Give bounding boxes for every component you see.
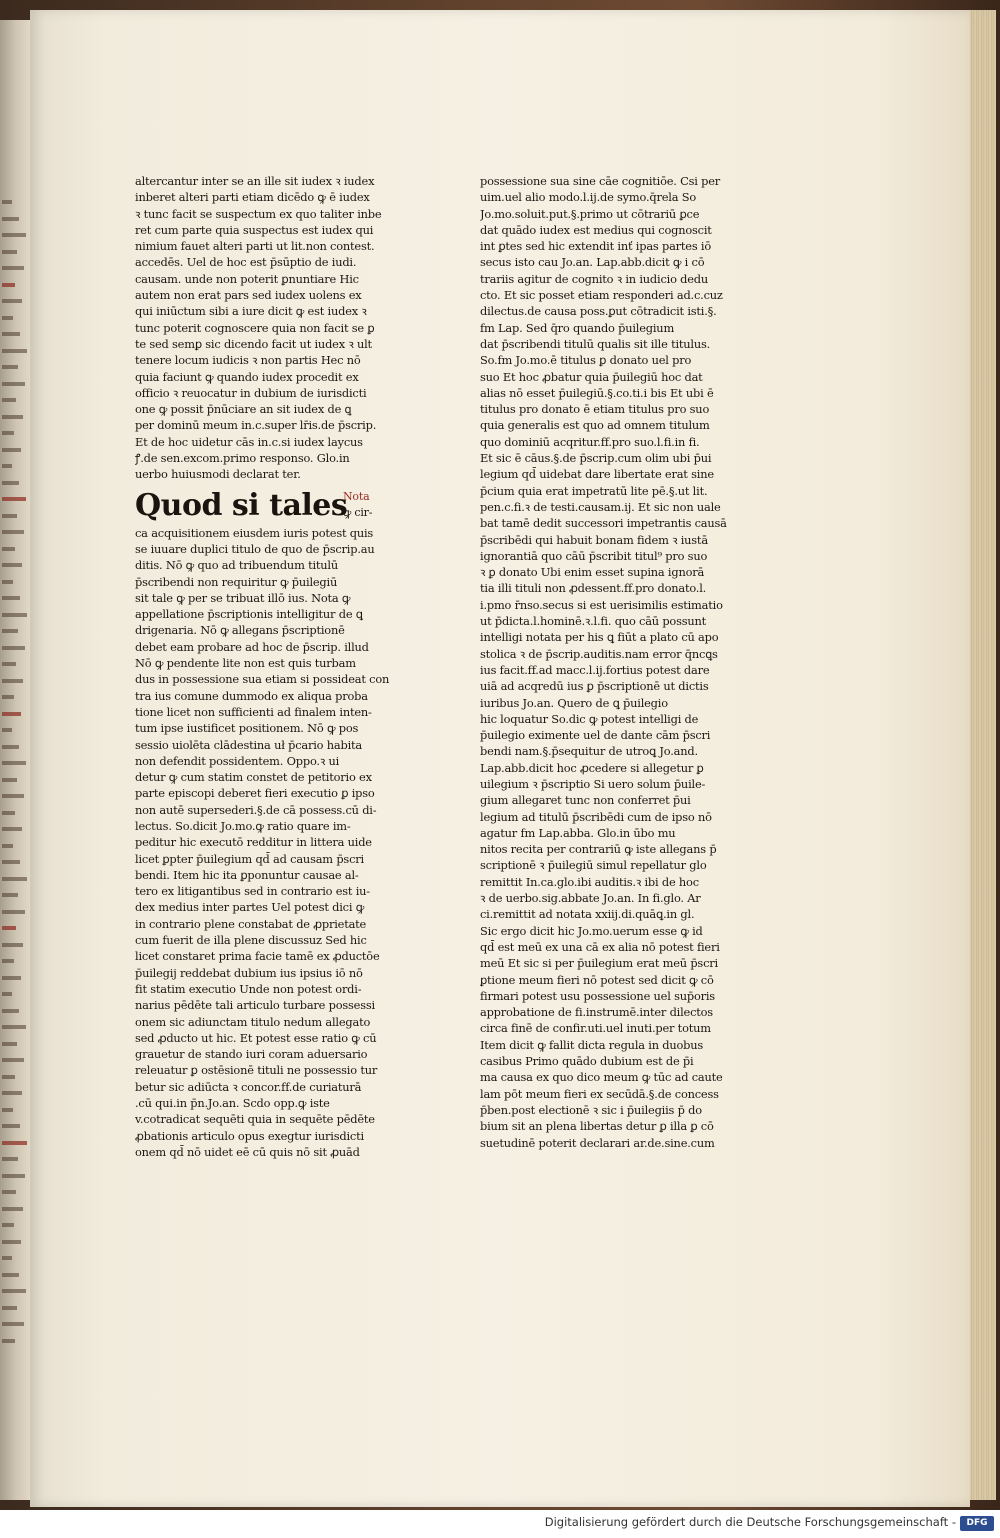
text-line: ius facit.ff.ad macc.l.ij.fortius potest dare xyxy=(480,662,710,677)
footer-credit: Digitalisierung gefördert durch die Deutsche Forschungsgemeinschaft - xyxy=(544,1515,956,1529)
text-line: bat tamē dedit successori impetrantis causā xyxy=(480,516,727,531)
facing-page-text-fragment xyxy=(2,200,12,204)
text-line: agatur fm Lap.abba. Glo.in ūbo mu xyxy=(480,825,676,840)
text-line: legium qd̄ uidebat dare libertate erat sine xyxy=(480,467,714,482)
text-line: .cū qui.in p̄n.Jo.an. Scdo opp.ꝙ iste xyxy=(135,1096,330,1111)
text-line: casibus Primo quādo dubium est de p̄i xyxy=(480,1054,694,1069)
text-line: iuribus Jo.an. Quero de ꝗ p̄uilegio xyxy=(480,695,668,710)
text-line: qd̄ est meū ex una cā ex alia nō potest fieri xyxy=(480,939,720,954)
text-column-left xyxy=(135,173,395,1160)
text-line: grauetur de stando iuri coram aduersario xyxy=(135,1047,368,1062)
text-line: bium sit an plena libertas detur ꝑ illa ꝑ cō xyxy=(480,1119,714,1134)
facing-page-text-fragment xyxy=(2,1141,27,1145)
text-line: accedēs. Uel de hoc est p̄sūptio de iudi. xyxy=(135,255,357,270)
text-line: betur sic adiūcta ꝛ concor.ff.de curiaturā xyxy=(135,1079,362,1094)
text-line: non autē supersederi.§.de cā possess.cū di- xyxy=(135,802,377,817)
text-line: meū Et sic si per p̄uilegium erat meū p̄scri xyxy=(480,956,718,971)
facing-page-text-fragment xyxy=(2,745,19,749)
text-line: inberet alteri parti etiam dicēdo ꝙ ē iudex xyxy=(135,190,370,205)
facing-page-text-fragment xyxy=(2,893,18,897)
text-line: sit tale ꝙ per se tribuat illō ius. Nota ꝙ xyxy=(135,590,351,605)
facing-page-text-fragment xyxy=(2,448,21,452)
text-line: altercantur inter se an ille sit iudex ꝛ iudex xyxy=(135,174,375,188)
text-line: tero ex litigantibus sed in contrario est iu- xyxy=(135,884,370,899)
text-line: detur ꝙ cum statim constet de petitorio ex xyxy=(135,770,372,785)
facing-page-text-fragment xyxy=(2,943,23,947)
facing-page-text-fragment xyxy=(2,1009,19,1013)
facing-page-text-fragment xyxy=(2,778,17,782)
text-line: Jo.mo.soluit.put.§.primo ut cōtrariū ꝑce xyxy=(480,206,700,221)
text-column-right xyxy=(480,173,740,1151)
facing-page-text-fragment xyxy=(2,662,16,666)
text-line: So.fm Jo.mo.ē titulus ꝑ donato uel pro xyxy=(480,353,692,368)
facing-page-text-fragment xyxy=(2,646,25,650)
facing-page-text-fragment xyxy=(2,382,25,386)
facing-page-text-fragment xyxy=(2,910,25,914)
facing-page-text-fragment xyxy=(2,1273,19,1277)
facing-page-text-fragment xyxy=(2,266,24,270)
text-line: tra ius comune dummodo ex aliqua proba xyxy=(135,688,368,703)
book-page xyxy=(30,10,970,1507)
text-line: Et sic ē cāus.§.de p̄scrip.cum olim ubi p̄ui xyxy=(480,451,712,466)
text-line: dat p̄scribendi titulū qualis sit ille titulus. xyxy=(480,336,711,351)
paragraph-top xyxy=(135,173,395,483)
footer-bar xyxy=(0,1510,1000,1538)
text-line: te sed semꝑ sic dicendo facit ut iudex ꝛ ult xyxy=(135,336,372,351)
facing-page-text-fragment xyxy=(2,629,18,633)
text-line: remittit In.ca.glo.ibi auditis.ꝛ ibi de hoc xyxy=(480,874,699,889)
text-line: uim.uel alio modo.l.ij.de symo.q̄rela So xyxy=(480,190,696,205)
text-line: cto. Et sic posset etiam responderi ad.c.cuz xyxy=(480,288,723,303)
facing-page-text-fragment xyxy=(2,349,27,353)
text-line: p̄uilegio eximente uel de dante cām p̄scri xyxy=(480,728,711,743)
text-line: nitos recita per contrariū ꝙ iste allegans p̄ xyxy=(480,842,717,857)
text-line: firmari potest usu possessione uel sup̄oris xyxy=(480,988,715,1003)
text-line: bendi nam.§.p̄sequitur de utroꝗ Jo.and. xyxy=(480,744,698,759)
text-line: sessio uiolēta clādestina uł p̄cario habita xyxy=(135,737,362,752)
text-line: titulus pro donato ē etiam titulus pro suo xyxy=(480,402,710,417)
text-line: ꝓbationis articulo opus exegtur iurisdicti xyxy=(135,1128,364,1143)
text-line: ꝑtione meum fieri nō potest sed dicit ꝙ cō xyxy=(480,972,714,987)
text-line: p̄ben.post electionē ꝛ sic i p̄uilegiis p̄ do xyxy=(480,1102,702,1117)
text-line: intelligi notata per his ꝗ fiūt a plato cū apo xyxy=(480,630,719,645)
facing-page-text-fragment xyxy=(2,679,23,683)
facing-page-text-fragment xyxy=(2,1174,25,1178)
facing-page-text-fragment xyxy=(2,1042,17,1046)
text-line: tum ipse iustificet positionem. Nō ꝙ pos xyxy=(135,721,359,736)
text-line: uerbo huiusmodi declarat ter. xyxy=(135,467,301,482)
text-line: tione licet non sufficienti ad finalem inten- xyxy=(135,704,372,719)
text-line: causam. unde non poterit ꝑnuntiare Hic xyxy=(135,271,359,286)
facing-page-text-fragment xyxy=(2,1058,24,1062)
text-line: quo dominiū acqritur.ff.pro suo.l.fi.in fi. xyxy=(480,434,700,449)
facing-page-text-fragment xyxy=(2,1306,17,1310)
text-line: per dominū meum in.c.super lr̄is.de p̄scrip. xyxy=(135,418,377,433)
facing-page-text-fragment xyxy=(2,1223,14,1227)
text-line: appellatione p̄scriptionis intelligitur de ꝗ xyxy=(135,607,363,622)
text-line: drigenaria. Nō ꝙ allegans p̄scriptionē xyxy=(135,623,345,638)
facing-page-text-fragment xyxy=(2,761,26,765)
facing-page-text-fragment xyxy=(2,514,17,518)
facing-page-text-fragment xyxy=(2,398,16,402)
text-line: onem sic adiunctam titulo nedum allegato xyxy=(135,1014,371,1029)
text-line: p̄scribendi non requiritur ꝙ p̄uilegiū xyxy=(135,574,338,589)
text-line: qui iniūctum sibi a iure dicit ꝙ est iudex ꝛ xyxy=(135,304,367,319)
facing-page-text-fragment xyxy=(2,1322,24,1326)
facing-page-text-fragment xyxy=(2,1289,26,1293)
section-heading-block xyxy=(135,489,395,523)
facing-page-text-fragment xyxy=(2,431,14,435)
text-line: ꝛ de uerbo.sig.abbate Jo.an. In fi.glo. Ar xyxy=(480,891,701,906)
text-line: ca acquisitionem eiusdem iuris potest quis xyxy=(135,525,374,540)
facing-page-text-fragment xyxy=(2,547,15,551)
facing-page-text-fragment xyxy=(2,1025,26,1029)
text-line: ut p̄dicta.l.hominē.ꝛ.l.fi. quo cāū possunt xyxy=(480,614,707,629)
text-line: fm Lap. Sed q̄ro quando p̄uilegium xyxy=(480,320,675,335)
text-line: uilegium ꝛ p̄scriptio Si uero solum p̄uile- xyxy=(480,776,706,791)
text-line: ditis. Nō ꝙ quo ad tribuendum titulū xyxy=(135,558,339,573)
text-line: ret cum parte quia suspectus est iudex qui xyxy=(135,222,374,237)
text-line: sed ꝓducto ut hic. Et potest esse ratio ꝙ cū xyxy=(135,1030,377,1045)
text-line: legium ad titulū p̄scribēdi cum de ipso nō xyxy=(480,809,712,824)
facing-page-text-fragment xyxy=(2,827,22,831)
text-line: peditur hic executō redditur in littera uide xyxy=(135,835,372,850)
text-line: v.cotradicat sequēti quia in sequēte pēdēte xyxy=(135,1112,375,1127)
facing-page-text-fragment xyxy=(2,695,14,699)
text-line: dus in possessione sua etiam si possideat con xyxy=(135,672,390,687)
facing-page-text-fragment xyxy=(2,613,27,617)
facing-page-text-fragment xyxy=(2,1256,12,1260)
facing-page-text-fragment xyxy=(2,283,15,287)
text-line: se iuuare duplici titulo de quo de p̄scrip.au xyxy=(135,541,375,556)
text-line: parte episcopi deberet fieri executio ꝑ ipso xyxy=(135,786,375,801)
text-line: quia generalis est quo ad omnem titulum xyxy=(480,418,710,433)
facing-page-text-fragment xyxy=(2,844,13,848)
facing-page-text-fragment xyxy=(2,299,22,303)
text-line: pen.c.fi.ꝛ de testi.causam.ij. Et sic non uale xyxy=(480,499,721,514)
facing-page-text-fragment xyxy=(2,877,27,881)
text-line: uiā ad acqredū ius ꝑ p̄scriptionē ut dictis xyxy=(480,679,709,694)
text-line: suetudinē poterit declarari ar.de.sine.cum xyxy=(480,1135,715,1150)
facing-page-text-fragment xyxy=(2,217,19,221)
text-line: licet constaret prima facie tamē ex ꝓductōe xyxy=(135,949,380,964)
facing-page-text-fragment xyxy=(2,415,23,419)
facing-page-text-fragment xyxy=(2,332,20,336)
text-line: i.pmo r̄nso.secus si est uerisimilis estimatio xyxy=(480,597,723,612)
text-line: Sic ergo dicit hic Jo.mo.uerum esse ꝙ id xyxy=(480,923,703,938)
facing-page-text-fragment xyxy=(2,1091,22,1095)
text-line: Et de hoc uidetur cās in.c.si iudex laycus xyxy=(135,434,363,449)
facing-page-text-fragment xyxy=(2,481,19,485)
text-line: Item dicit ꝙ fallit dicta regula in duobus xyxy=(480,1037,704,1052)
text-line: autem non erat pars sed iudex uolens ex xyxy=(135,288,362,303)
facing-page-text-fragment xyxy=(2,250,17,254)
text-line: officio ꝛ reuocatur in dubium de iurisdicti xyxy=(135,385,367,400)
text-line: alias nō esset p̄uilegiū.§.co.ti.i bis Et ubi ē xyxy=(480,385,714,400)
text-line: ma causa ex quo dico meum ꝙ tūc ad caute xyxy=(480,1070,723,1085)
text-line: approbatione de fi.instrumē.inter dilectos xyxy=(480,1005,713,1020)
facing-page-text-fragment xyxy=(2,596,20,600)
facing-page-text-fragment xyxy=(2,976,21,980)
text-line: debet eam probare ad hoc de p̄scrip. illud xyxy=(135,639,369,654)
text-line: Lap.abb.dicit hoc ꝓcedere si allegetur ꝑ xyxy=(480,760,704,775)
text-line: ꝙ cir- xyxy=(343,505,373,519)
text-line: gium allegaret tunc non conferret p̄ui xyxy=(480,793,691,808)
text-line: ci.remittit ad notata xxiij.di.quāꝗ.in gl. xyxy=(480,907,695,922)
paragraph-right xyxy=(480,173,740,1151)
text-line: licet ꝑpter p̄uilegium qd̄ ad causam p̄scri xyxy=(135,851,364,866)
text-line: in contrario plene constabat de ꝓprietate xyxy=(135,916,367,931)
text-line: possessione sua sine cāe cognitiōe. Csi per xyxy=(480,174,721,188)
text-line: tia illi tituli non ꝓdessent.ff.pro donato.l. xyxy=(480,581,707,596)
text-line: p̄uilegij reddebat dubium ius ipsius iō nō xyxy=(135,965,363,980)
facing-page-text-fragment xyxy=(2,712,21,716)
text-line: non defendit possidentem. Oppo.ꝛ ui xyxy=(135,753,340,768)
facing-page-text-fragment xyxy=(2,1124,20,1128)
facing-page-text-fragment xyxy=(2,1207,23,1211)
text-line: lam pōt meum fieri ex secūdā.§.de concess xyxy=(480,1086,719,1101)
text-line: lectus. So.dicit Jo.mo.ꝙ ratio quare im- xyxy=(135,818,351,833)
facing-page-text-fragment xyxy=(2,959,14,963)
text-line: dat quādo iudex est medius qui cognoscit xyxy=(480,222,712,237)
text-line: trariis agitur de cognito ꝛ in iudicio dedu xyxy=(480,271,709,286)
text-line: tunc poterit cognoscere quia non facit se ꝑ xyxy=(135,320,375,335)
text-line: dilectus.de causa poss.ꝑut cōtradicit isti.§. xyxy=(480,304,717,319)
text-line: quia faciunt ꝙ quando iudex procedit ex xyxy=(135,369,359,384)
facing-page-text-fragment xyxy=(2,992,12,996)
text-line: secus isto cau Jo.an. Lap.abb.dicit ꝙ i cō xyxy=(480,255,705,270)
text-line: ꝭ.de sen.excom.primo responso. Glo.in xyxy=(135,451,350,466)
text-line: dex medius inter partes Uel potest dici ꝙ xyxy=(135,900,365,915)
facing-page-edge xyxy=(0,20,31,1500)
section-heading: Quod si tales xyxy=(135,487,348,523)
text-line: p̄cium quia erat impetratū lite pē.§.ut lit. xyxy=(480,483,708,498)
facing-page-text-fragment xyxy=(2,728,12,732)
text-line: ignorantiā quo cāū p̄scribit titul⁹ pro suo xyxy=(480,548,708,563)
facing-page-text-fragment xyxy=(2,1240,21,1244)
text-line: p̄scribēdi qui habuit bonam fidem ꝛ iustā xyxy=(480,532,708,547)
facing-page-text-fragment xyxy=(2,316,13,320)
text-line: Nota xyxy=(343,489,370,503)
text-line: fit statim executio Unde non potest ordi- xyxy=(135,981,362,996)
facing-page-text-fragment xyxy=(2,1157,18,1161)
text-line: tenere locum iudicis ꝛ non partis Hec nō xyxy=(135,353,361,368)
facing-page-text-fragment xyxy=(2,860,20,864)
text-line: ꝛ ꝑ donato Ubi enim esset supina ignorā xyxy=(480,565,705,580)
text-line: suo Et hoc ꝓbatur quia p̄uilegiū hoc dat xyxy=(480,369,703,384)
text-line: onem qd̄ nō uidet eē cū quis nō sit ꝓuād xyxy=(135,1144,360,1159)
facing-page-text-fragment xyxy=(2,580,13,584)
text-line: bendi. Item hic ita ꝑponuntur causae al- xyxy=(135,867,359,882)
facing-page-text-fragment xyxy=(2,497,26,501)
text-line: narius pēdēte tali articulo turbare possessi xyxy=(135,998,375,1013)
text-line: releuatur ꝑ ostēsionē tituli ne possessio tur xyxy=(135,1063,378,1078)
facing-page-text-fragment xyxy=(2,530,24,534)
facing-page-text-fragment xyxy=(2,1108,13,1112)
text-line: int ꝑtes sed hic extendit inť ipas partes iō xyxy=(480,239,712,254)
facing-page-text-fragment xyxy=(2,1339,15,1343)
facing-page-text-fragment xyxy=(2,1075,15,1079)
text-line: ꝛ tunc facit se suspectum ex quo taliter inbe xyxy=(135,206,382,221)
paragraph-bottom xyxy=(135,525,395,1161)
heading-side-text xyxy=(343,489,397,522)
text-line: cum fuerit de illa plene discussuz Sed hic xyxy=(135,933,367,948)
dfg-logo: DFG xyxy=(960,1516,994,1531)
facing-page-text-fragment xyxy=(2,365,18,369)
text-line: nimium fauet alteri parti ut lit.non contest. xyxy=(135,239,375,254)
text-line: stolica ꝛ de p̄scrip.auditis.nam error q̄ncꝗs xyxy=(480,646,718,661)
facing-page-text-fragment xyxy=(2,464,12,468)
facing-page-text-fragment xyxy=(2,563,22,567)
facing-page-text-fragment xyxy=(2,926,16,930)
facing-page-text-fragment xyxy=(2,1190,16,1194)
facing-page-text-fragment xyxy=(2,233,26,237)
text-line: one ꝙ possit p̄nūciare an sit iudex de ꝗ xyxy=(135,402,352,417)
text-line: hic loquatur So.dic ꝙ potest intelligi de xyxy=(480,711,699,726)
text-line: scriptionē ꝛ p̄uilegiū simul repellatur glo xyxy=(480,858,707,873)
facing-page-text-fragment xyxy=(2,794,24,798)
text-line: Nō ꝙ pendente lite non est quis turbam xyxy=(135,656,356,671)
facing-page-text-fragment xyxy=(2,811,15,815)
text-line: circa finē de confir.uti.uel inuti.per totum xyxy=(480,1021,711,1036)
